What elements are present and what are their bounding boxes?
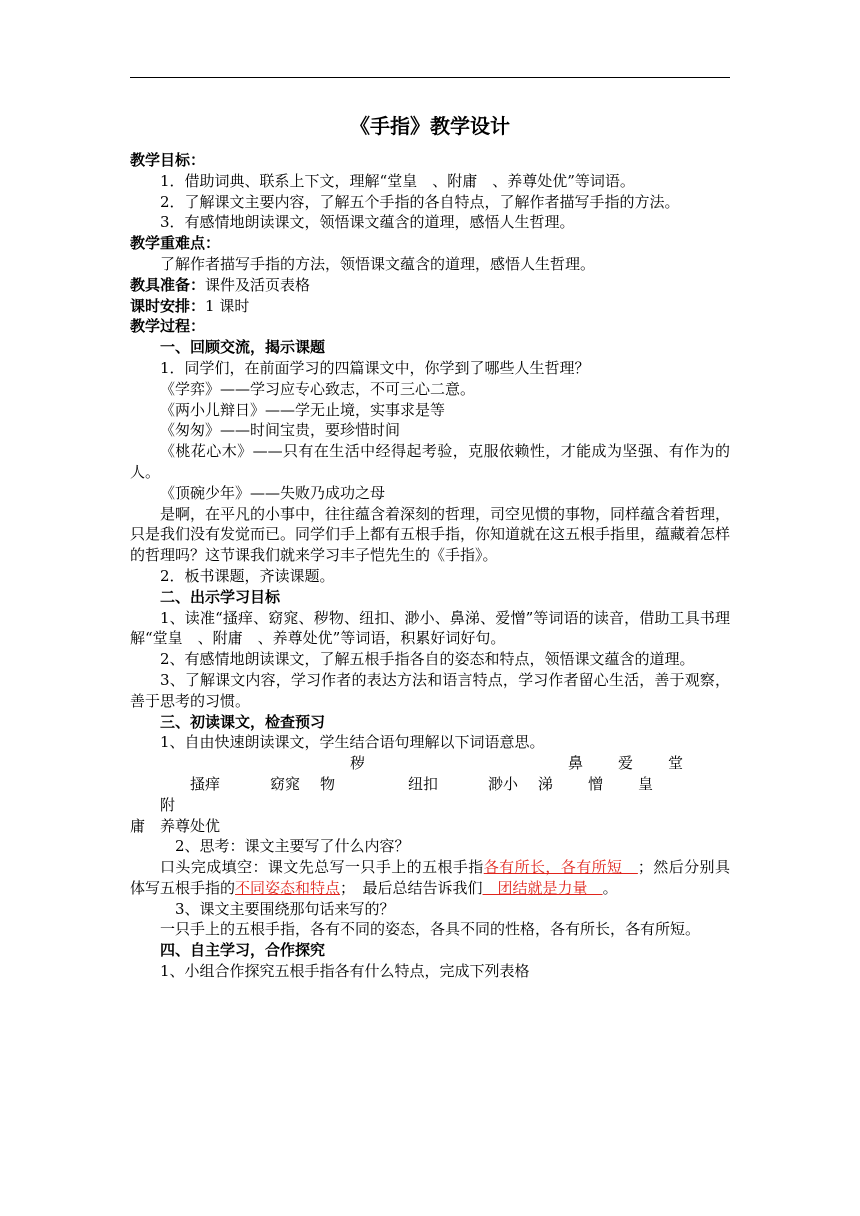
section-title: 四、自主学习，合作探究 bbox=[160, 941, 326, 960]
vocabulary-row-tail: 庸 养尊处优 bbox=[130, 816, 221, 835]
section-text: 2．板书课题，齐读课题。 bbox=[160, 566, 335, 585]
fill-answer: 不同姿态和特点 bbox=[235, 878, 341, 897]
lesson-item: 《顶碗少年》——失败乃成功之母 bbox=[160, 483, 386, 502]
fill-blank-paragraph bbox=[130, 857, 730, 899]
goal-item: 3．有感情地朗读课文，领悟课文蕴含的道理，感悟人生哲理。 bbox=[160, 213, 575, 232]
materials-line bbox=[130, 275, 730, 296]
lesson-item: 《学弈》——学习应专心致志，不可三心二意。 bbox=[160, 379, 476, 398]
vocab-word: 渺小 bbox=[488, 774, 519, 793]
section-text: 2、思考：课文主要写了什么内容？ bbox=[175, 837, 410, 856]
keypoints-text: 了解作者描写手指的方法，领悟课文蕴含的道理，感悟人生哲理。 bbox=[160, 254, 596, 273]
objective-item: 3、了解课文内容，学习作者的表达方法和语言特点，学习作者留心生活，善于观察，善于思考的习惯。 bbox=[130, 670, 730, 710]
schedule-value: 1 课时 bbox=[205, 296, 250, 315]
section-text: 1、自由快速朗读课文，学生结合语句理解以下词语意思。 bbox=[160, 733, 545, 752]
vocab-word: 附 bbox=[160, 795, 176, 814]
goals-heading: 教学目标： bbox=[130, 151, 206, 169]
goal-item: 1．借助词典、联系上下文，理解“堂皇 、附庸 、养尊处优”等词语。 bbox=[160, 171, 635, 190]
fill-text: 。 bbox=[602, 878, 618, 897]
section-text: 1．同学们，在前面学习的四篇课文中，你学到了哪些人生哲理？ bbox=[160, 358, 590, 377]
lesson-item: 《匆匆》——时间宝贵，要珍惜时间 bbox=[160, 421, 401, 440]
vocab-word: 爱憎 bbox=[588, 754, 634, 793]
section-text: 3、课文主要围绕那句话来写的？ bbox=[175, 899, 395, 918]
section-text: 是啊，在平凡的小事中，往往蕴含着深刻的哲理，司空见惯的事物，同样蕴含着哲理，只是我们没有发觉而已。同学们手上都有五根手指，你知道就在这五根手指里，蕴藏着怎样的哲理吗？这节课我们就来学习丰子恺先生的《手指》。 bbox=[130, 504, 731, 565]
vocab-word: 窈窕 bbox=[270, 774, 301, 793]
vocab-word: 堂皇 bbox=[638, 754, 684, 793]
section-title: 一、回顾交流，揭示课题 bbox=[160, 338, 326, 357]
fill-text: ； 最后总结告诉我们 bbox=[340, 878, 483, 897]
document-title: 《手指》教学设计 bbox=[350, 114, 510, 138]
fill-answer: 各有所长，各有所短 bbox=[483, 858, 638, 877]
fill-text: ；然后分别具体写五根手指的 bbox=[130, 858, 730, 897]
schedule-line bbox=[130, 296, 730, 317]
materials-value: 课件及活页表格 bbox=[205, 275, 311, 294]
vocab-word: 秽物 bbox=[320, 754, 366, 793]
section-title: 三、初读课文，检查预习 bbox=[160, 712, 326, 731]
process-heading: 教学过程： bbox=[130, 317, 206, 336]
section-title: 二、出示学习目标 bbox=[160, 587, 281, 606]
vocabulary-row bbox=[130, 753, 730, 815]
document-body bbox=[130, 112, 730, 982]
goal-item: 2．了解课文主要内容，了解五个手指的各自特点，了解作者描写手指的方法。 bbox=[160, 192, 680, 211]
vocab-word: 搔痒 bbox=[190, 774, 221, 793]
section-text: 1、小组合作探究五根手指各有什么特点，完成下列表格 bbox=[160, 962, 530, 981]
keypoints-heading: 教学重难点： bbox=[130, 234, 221, 253]
objective-item: 2、有感情地朗读课文，了解五根手指各自的姿态和特点，领悟课文蕴含的道理。 bbox=[160, 650, 695, 669]
objective-item: 1、读准“搔痒、窈窕、秽物、纽扣、渺小、鼻涕、爱憎”等词语的读音，借助工具书理解“堂皇 、附庸 、养尊处优”等词语，积累好词好句。 bbox=[130, 608, 730, 648]
schedule-label: 课时安排： bbox=[130, 296, 206, 315]
materials-label: 教具准备： bbox=[130, 275, 206, 294]
section-text: 一只手上的五根手指，各有不同的姿态，各具不同的性格，各有所长，各有所短。 bbox=[160, 920, 701, 939]
fill-answer: 团结就是力量 bbox=[482, 878, 603, 897]
header-rule bbox=[130, 77, 730, 78]
lesson-item: 《两小儿辩日》——学无止境，实事求是等 bbox=[160, 400, 446, 419]
lesson-item: 《桃花心木》——只有在生活中经得起考验，克服依赖性，才能成为坚强、有作为的人。 bbox=[130, 442, 730, 481]
fill-text: 口头完成填空：课文先总写一只手上的五根手指 bbox=[160, 858, 484, 877]
vocab-word: 鼻涕 bbox=[538, 754, 584, 793]
vocab-word: 纽扣 bbox=[408, 774, 439, 793]
